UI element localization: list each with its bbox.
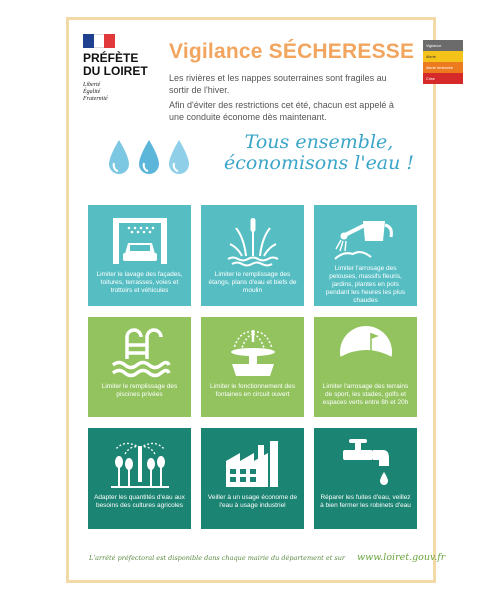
website-link[interactable]: www.loiret.gouv.fr	[357, 552, 446, 563]
tile-industry	[201, 428, 304, 529]
tile-text: Réparer les fuites d'eau, veillez à bien fermer les robinets d'eau	[320, 494, 411, 509]
crop-sprinkler-icon	[88, 434, 191, 492]
tile-text: Veiller à un usage économe de l'eau à usage industriel	[207, 494, 298, 509]
tile-text: Limiter l'arrosage des terrains de sport, les stades, golfs et espaces verts entre 8h et 20h	[322, 383, 409, 406]
tile-agriculture	[88, 428, 191, 529]
fountain-icon	[201, 323, 304, 381]
tile-text: Limiter l'arrosage des pelouses, massifs fleuris, jardins, plantes en pots pendant les heures les plus chaudes	[325, 265, 406, 304]
alert-level-crise: Crise	[423, 73, 463, 84]
tile-ponds	[201, 205, 304, 306]
tricolor-flag-icon	[83, 34, 115, 48]
intro-paragraph-2: Afin d'éviter des restrictions cet été, chacun est appelé à une conduite économe dès maintenant.	[169, 100, 394, 122]
slogan	[214, 132, 424, 174]
intro-paragraph-1: Les rivières et les nappes souterraines sont fragiles au sortir de l'hiver.	[169, 73, 387, 95]
pond-reeds-icon	[201, 211, 304, 269]
tile-garden	[314, 205, 417, 306]
slogan-line-1: Tous ensemble,	[244, 131, 394, 153]
golf-course-icon	[314, 323, 417, 381]
pool-ladder-icon	[88, 323, 191, 381]
motto-egalite: Égalité	[83, 89, 101, 95]
tile-leaks	[314, 428, 417, 529]
prefecture-logo	[83, 34, 163, 103]
factory-icon	[201, 434, 304, 492]
footer	[89, 552, 446, 563]
logo-line-1: PRÉFÈTE	[83, 51, 139, 65]
water-drop-icon	[167, 138, 191, 176]
dripping-tap-icon	[314, 434, 417, 492]
advice-grid	[88, 205, 418, 529]
water-drop-icon	[137, 138, 161, 176]
watering-can-icon	[314, 211, 417, 263]
motto-liberte: Liberté	[83, 82, 101, 88]
tile-text: Limiter le remplissage des piscines privées	[101, 383, 178, 398]
motto	[83, 82, 163, 103]
footer-text: L'arrêté préfectoral est disponible dans chaque mairie du département et sur	[89, 553, 346, 562]
car-wash-icon	[88, 211, 191, 269]
alert-level-alerte: Alerte	[423, 51, 463, 62]
tile-text: Adapter les quantités d'eau aux besoins des cultures agricoles	[94, 494, 185, 509]
intro-text	[169, 72, 399, 126]
tile-fountains	[201, 317, 304, 417]
alert-level-legend	[423, 40, 463, 84]
tile-pools	[88, 317, 191, 417]
slogan-line-2: économisons l'eau !	[223, 152, 415, 174]
alert-level-vigilance: Vigilance	[423, 40, 463, 51]
alert-level-renforcee: Alerte renforcée	[423, 62, 463, 73]
tile-sport	[314, 317, 417, 417]
water-drops	[107, 138, 191, 176]
page-title: Vigilance SÉCHERESSE	[169, 40, 415, 63]
water-drop-icon	[107, 138, 131, 176]
tile-text: Limiter le fonctionnement des fontaines en circuit ouvert	[210, 383, 295, 398]
tile-washing	[88, 205, 191, 306]
tile-text: Limiter le lavage des façades, toitures, terrasses, voies et trottoirs et véhicules	[96, 271, 183, 294]
logo-line-2: DU LOIRET	[83, 64, 148, 78]
tile-text: Limiter le remplissage des étangs, plans d'eau et biefs de moulin	[208, 271, 297, 294]
motto-fraternite: Fraternité	[83, 96, 108, 102]
